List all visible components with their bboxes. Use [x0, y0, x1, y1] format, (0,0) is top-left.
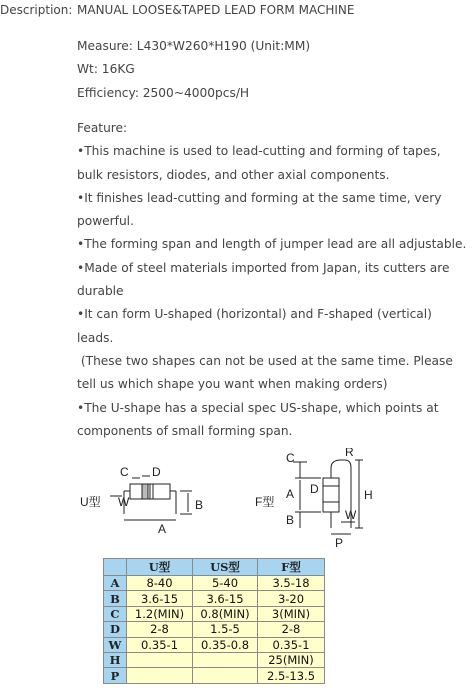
- table-cell: 3.5-18: [258, 576, 325, 591]
- table-header-us: US型: [193, 559, 258, 576]
- table-cell: 1.5-5: [193, 622, 258, 637]
- table-cell: 25(MIN): [258, 652, 325, 667]
- spec-efficiency: Efficiency: 2500~4000pcs/H: [77, 85, 250, 100]
- table-cell: 0.35-1: [127, 637, 193, 652]
- table-cell: [193, 652, 258, 667]
- row-label: B: [104, 591, 127, 606]
- feature-line: •It can form U-shaped (horizontal) and F-shaped (vertical): [77, 307, 432, 322]
- feature-line: bulk resistors, diodes, and other axial components.: [77, 167, 390, 182]
- table-row: [104, 652, 325, 667]
- table-cell: 2-8: [127, 622, 193, 637]
- table-cell: 3.6-15: [127, 591, 193, 606]
- u-type-label: U型: [80, 495, 101, 509]
- f-label-b: B: [286, 513, 295, 527]
- spec-table: [103, 558, 325, 684]
- feature-line: durable: [77, 284, 124, 299]
- table-cell: 5-40: [193, 576, 258, 591]
- f-label-r: R: [345, 448, 354, 459]
- feature-line: •The forming span and length of jumper lead are all adjustable.: [77, 237, 467, 252]
- table-header-u: U型: [127, 559, 193, 576]
- row-label: C: [104, 606, 127, 621]
- feature-block: [77, 117, 467, 443]
- f-label-p: P: [335, 536, 344, 550]
- feature-line: components of small forming span.: [77, 423, 293, 438]
- row-label: W: [104, 637, 127, 652]
- spec-measure: Measure: L430*W260*H190 (Unit:MM): [77, 39, 311, 53]
- u-label-a: A: [158, 522, 167, 536]
- table-header-row: [104, 559, 325, 576]
- table-row: [104, 637, 325, 652]
- f-label-w: W: [345, 508, 357, 522]
- feature-line: •This machine is used to lead-cutting and forming of tapes,: [77, 144, 441, 159]
- u-label-c: C: [120, 465, 129, 479]
- table-cell: [127, 652, 193, 667]
- table-cell: 0.8(MIN): [193, 606, 258, 621]
- table-cell: 3-20: [258, 591, 325, 606]
- row-label: H: [104, 652, 127, 667]
- feature-line: •Made of steel materials imported from Japan, its cutters are: [77, 260, 450, 275]
- table-cell: 8-40: [127, 576, 193, 591]
- table-row: [104, 576, 325, 591]
- table-row: [104, 668, 325, 683]
- table-cell: 2-8: [258, 622, 325, 637]
- f-component-body: [323, 478, 339, 512]
- table-cell: 0.35-1: [258, 637, 325, 652]
- specs-block: [77, 35, 467, 105]
- feature-line: leads.: [77, 330, 114, 345]
- feature-title: Feature:: [77, 121, 128, 135]
- f-label-c: C: [286, 451, 295, 465]
- f-label-d: D: [310, 482, 319, 496]
- feature-line: tell us which shape you want when making orders): [77, 377, 388, 392]
- spec-weight: Wt: 16KG: [77, 62, 135, 77]
- table-cell: 3.6-15: [193, 591, 258, 606]
- f-label-h: H: [364, 488, 373, 502]
- table-row: [104, 606, 325, 621]
- table-row: [104, 622, 325, 637]
- f-type-label: F型: [255, 495, 275, 509]
- f-label-a: A: [286, 487, 295, 501]
- table-header-f: F型: [258, 559, 325, 576]
- table-corner-cell: [104, 559, 127, 576]
- table-row: [104, 591, 325, 606]
- table-cell: 3(MIN): [258, 606, 325, 621]
- table-cell: [193, 668, 258, 683]
- feature-line: •The U-shape has a special spec US-shape, which points at: [77, 400, 439, 415]
- table-cell: 0.35-0.8: [193, 637, 258, 652]
- table-cell: 2.5-13.5: [258, 668, 325, 683]
- description-label: Description:: [0, 3, 73, 17]
- u-label-w: W: [118, 495, 130, 509]
- feature-line: powerful.: [77, 214, 134, 229]
- feature-line: (These two shapes can not be used at the same time. Please: [77, 353, 453, 368]
- u-label-b: B: [195, 498, 204, 512]
- row-label: P: [104, 668, 127, 683]
- f-shape-diagram: [255, 448, 395, 553]
- row-label: A: [104, 576, 127, 591]
- u-label-d: D: [152, 465, 161, 479]
- u-shape-diagram: [80, 462, 230, 542]
- description-value: MANUAL LOOSE&TAPED LEAD FORM MACHINE: [77, 3, 355, 17]
- table-cell: 1.2(MIN): [127, 606, 193, 621]
- feature-line: •It finishes lead-cutting and forming at the same time, very: [77, 190, 442, 205]
- table-cell: [127, 668, 193, 683]
- row-label: D: [104, 622, 127, 637]
